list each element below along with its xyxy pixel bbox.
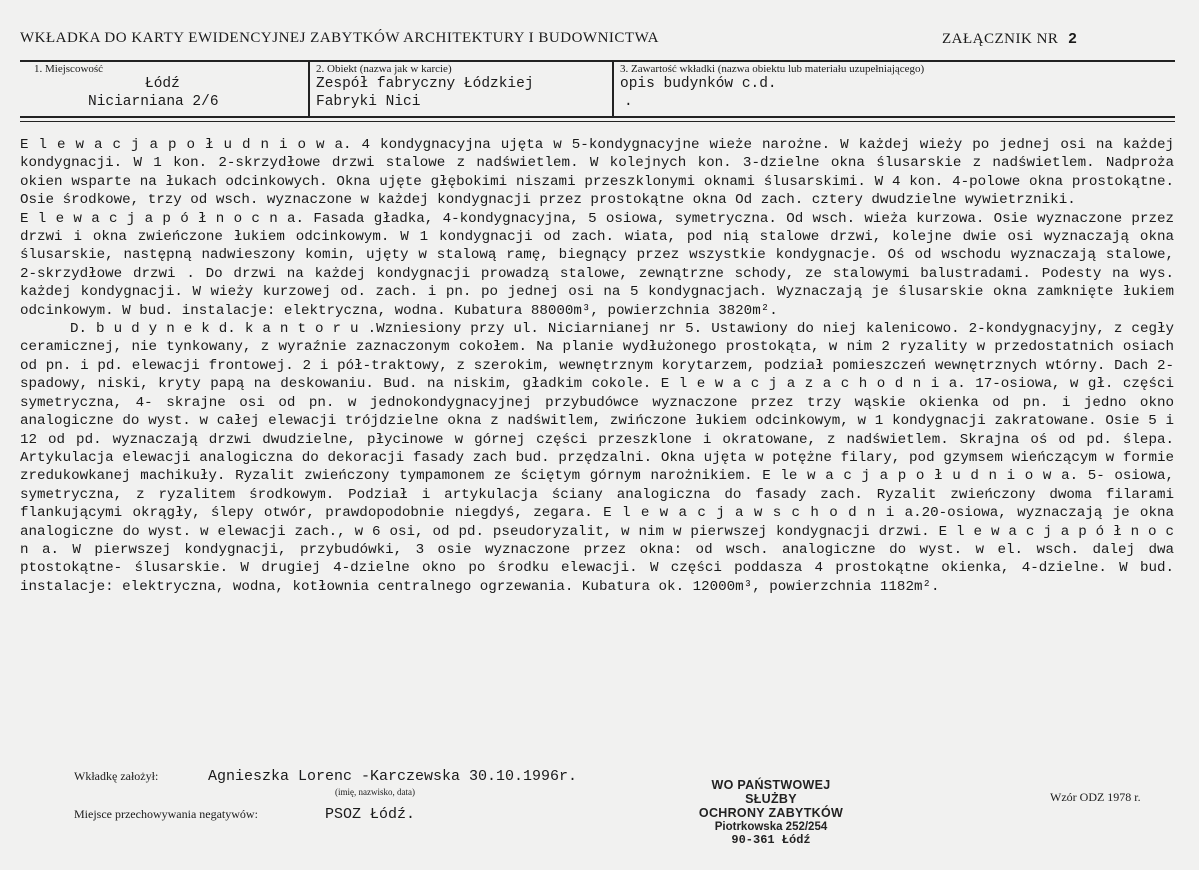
annex-number: 2	[1068, 30, 1078, 47]
office-stamp	[686, 778, 856, 847]
locality-label: 1. Miejscowość	[34, 63, 104, 75]
locality-line-2: Niciarniana 2/6	[88, 94, 219, 110]
annex-label: ZAŁĄCZNIK NR	[942, 31, 1059, 47]
annex-heading	[942, 30, 1077, 48]
object-line-1: Zespół fabryczny Łódzkiej	[316, 76, 534, 92]
prepared-label: Wkładkę założył:	[74, 769, 159, 783]
content-line-1: opis budynków c.d.	[620, 76, 777, 92]
description-paragraph: D. b u d y n e k d. k a n t o r u .Wzniesiony przy ul. Niciarnianej nr 5. Ustawiony do niej kalenicowo. 2-kondygnacyjny, z cegły ceramicznej, nie tynkowany, z wyraźnie zaznaczonym cokołem. Na planie wydłużonego prostokąta, w nim 2 ryzality w przedostatnich osiach od pn. i pd. elewacji frontowej. 2 i pół-traktowy, z szerokim, wewnętrznym korytarzem, podział pomieszczeń wewnętrznych wtórny. Dach 2-spadowy, niski, kryty papą na deskowaniu. Bud. na niskim, gładkim cokole. E l e w a c j a z a c h o d n i a. 17-osiowa, w gł. części symetryczna, 4- skrajne osi od pn. w jednokondygnacyjnej przybudówce wyznaczone przez trzy wąskie okienka od pn. i jedno okno analogiczne do wyst. w całej elewacji trójdzielne okna z nadświtlem, zwińczone łukiem odcinkowym, w 1 kondygnacji zakratowane. Osie 5 i 12 od pd. wyznaczają drzwi dwudzielne, płycinowe w górnej części przeszklone i okratowane, z nadświetlem. Skrajna oś od pd. ślepa. Artykulacja elewacji analogiczna do dekoracji fasady zach bud. przędzalni. Okna ujęta w potężne filary, pod gzymsem wieńczącym w formie zredukowkanej machikuły. Ryzalit zwieńczony tympamonem ze ściętym górnym narożnikiem. E le w a c j a p o ł u d n i o w a. 5- osiowa, symetryczna, z ryzalitem środkowym. Podział i artykulacja ściany analogiczna do fasady zach. Ryzalit zwieńczony dwoma filarami flankującymi okrągły, ślepy otwór, prawdopodobnie niegdyś, zegara. E l e w a c j a w s c h o d n i a.20-osiowa, wyznaczają je okna analogiczne do wyst. w elewacji zach., w 6 osi, od pd. pseudoryzalit, w nim w pierwszej kondygnacji drzwi. E l e w a c j a p ó ł n o c n a. W pierwszej kondygnacji, przybudówki, 3 osie wyznaczone przez okna: od wsch. analogiczne do wyst. w el. wsch. dalej dwa ptostokątne- ślusarskie. W drugiej 4-dzielne okno po środku elewacji. W części poddasza 4 prostokątne okienka, 4-dzielne. W bud. instalacje: elektryczna, wodna, kotłownia centralnego ogrzewania. Kubatura ok. 12000m³, powierzchnia 1182m².	[20, 321, 1174, 595]
storage-label: Miejsce przechowywania negatywów:	[74, 807, 258, 821]
form-model: Wzór ODZ 1978 r.	[1050, 790, 1141, 804]
locality-line-1: Łódź	[145, 76, 180, 92]
prepared-hint: (imię, nazwisko, data)	[335, 787, 415, 797]
storage-value: PSOZ Łódź.	[325, 806, 416, 823]
description-paragraph: E l e w a c j a p o ł u d n i o w a. 4 kondygnacyjna ujęta w 5-kondygnacyjne wieże narożne. W każdej wieży po jednej osi na każdej kondygnacji. W 1 kon. 2-skrzydłowe drzwi stalowe z nadświetlem. W kolejnych kon. 3-dzielne okna ślusarskie z nadświetlem. Nadproża okien wsparte na łukach odcinkowych. Okna ujęte głębokimi niszami przeszklonymi oknami ślusarskimi. W 4 kon. 4-polowe okna prostokątne. Osie środkowe, trzy od wsch. wyznaczone w każdej kondygnacji przez prostokątne okna Od zach. cztery dwudzielne wywietrzniki.	[20, 137, 1174, 209]
description-paragraph: E l e w a c j a p ó ł n o c n a. Fasada gładka, 4-kondygnacyjna, 5 osiowa, symetryczna. Od wsch. wieża kurzowa. Osie wyznaczone przez drzwi i okna zwieńczone łukiem odcinkowym. W 1 kondygnacji od zach. wiata, pod nią stalowe drzwi, kolejne dwie osi wyznaczają okna ślusarskie, następną nadwieszony komin, ujęty w stalową ramę, biegnący przez wszystkie kondygnacje. Oś od wschodu wyznaczają stalowe, 2-skrzydłowe drzwi . Do drzwi na każdej kondygnacji prowadzą stalowe, zewnątrzne schody, ze stalowymi balustradami. Podesty na wys. każdej kondygnacji. W wieży kurzowej od. zach. i pn. po jednej osi na 5 kondygnacjach. Wyznaczają je ślusarskie okna zamknięte łukiem odcinkowym. W bud. instalacje: elektryczna, wodna. Kubatura 88000m³, powierzchnia 3820m².	[20, 210, 1174, 319]
body-top-rule	[20, 121, 1175, 122]
content-label: 3. Zawartość wkładki (nazwa obiektu lub materiału uzupełniającego)	[620, 63, 925, 75]
content-line-2: .	[624, 94, 633, 110]
top-rule	[20, 60, 1175, 62]
grid-bottom-rule	[20, 116, 1175, 118]
object-line-2: Fabryki Nici	[316, 94, 421, 110]
card-title: WKŁADKA DO KARTY EWIDENCYJNEJ ZABYTKÓW ARCHITEKTURY I BUDOWNICTWA	[20, 30, 659, 46]
object-label: 2. Obiekt (nazwa jak w karcie)	[316, 63, 452, 75]
grid-divider-1	[308, 61, 310, 117]
stamp-line-1: WO PAŃSTWOWEJ SŁUŻBY	[711, 778, 831, 806]
description-body	[20, 136, 1174, 596]
prepared-value: Agnieszka Lorenc -Karczewska 30.10.1996r.	[208, 768, 578, 785]
stamp-line-3: Piotrkowska 252/254	[714, 821, 828, 833]
stamp-line-4: 90-361 Łódź	[731, 833, 811, 847]
grid-divider-2	[612, 61, 614, 117]
stamp-line-2: OCHRONY ZABYTKÓW	[698, 806, 844, 820]
